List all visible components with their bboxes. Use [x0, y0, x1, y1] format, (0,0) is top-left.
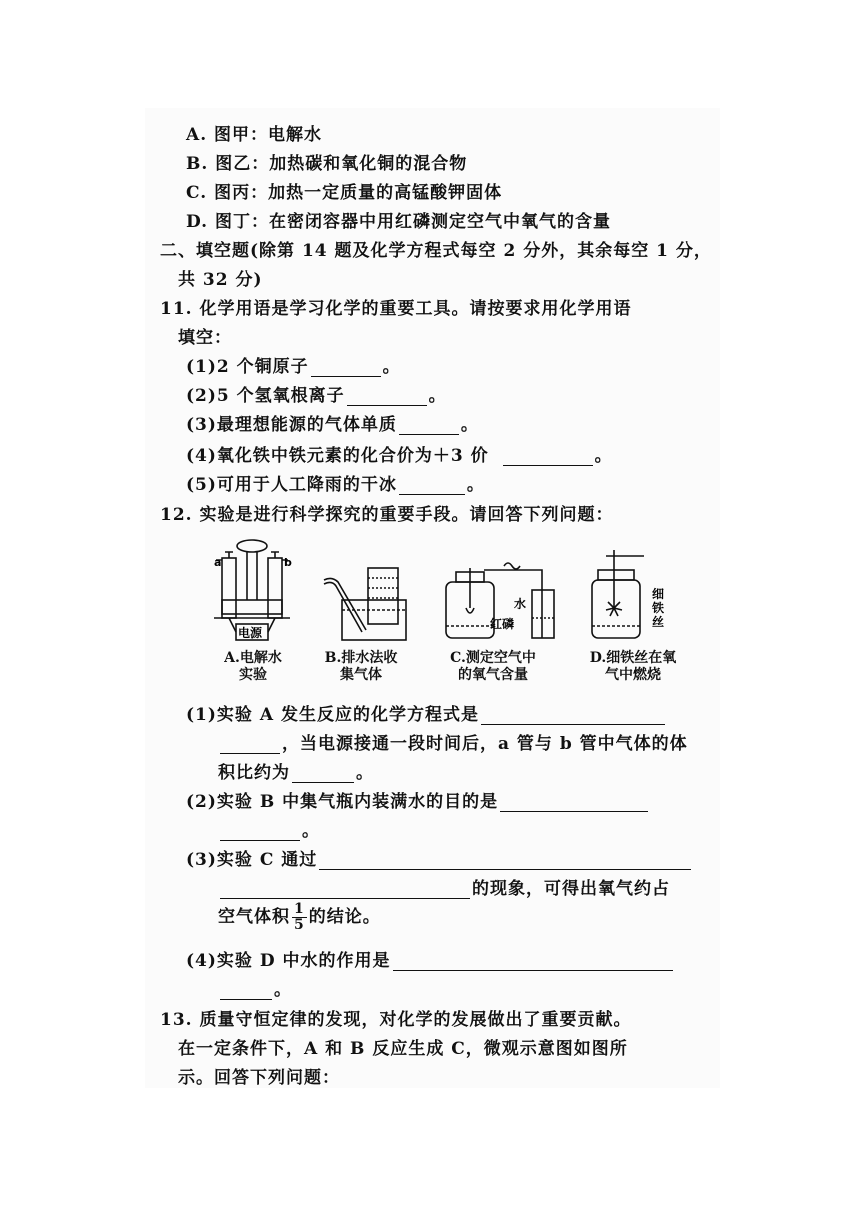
label-wire-2: 铁 [652, 601, 665, 615]
option-c: C. 图丙：加热一定质量的高锰酸钾固体 [186, 183, 503, 203]
answer-blank[interactable] [220, 880, 470, 899]
q12-part3-cont2: 空气体积 $\frac{1}{5}$ 的结论。 [218, 901, 381, 933]
q11-item-3: (3)最理想能源的气体单质 。 [186, 415, 479, 435]
q12-part4: (4)实验 D 中水的作用是 [186, 946, 675, 971]
option-b: B. 图乙：加热碳和氧化铜的混合物 [186, 154, 468, 174]
gas-collection-apparatus [324, 568, 406, 640]
q13-stem-cont: 在一定条件下，A 和 B 反应生成 C，微观示意图如图所 [178, 1039, 628, 1059]
q12-part1: (1)实验 A 发生反应的化学方程式是 [186, 700, 667, 725]
label-a: a [214, 556, 222, 569]
answer-blank[interactable] [481, 706, 665, 725]
q12-part2: (2)实验 B 中集气瓶内装满水的目的是 [186, 787, 650, 812]
answer-blank[interactable] [319, 851, 691, 870]
answer-blank[interactable] [220, 735, 280, 754]
answer-blank[interactable] [347, 387, 427, 406]
q11-item-2: (2)5 个氢氧根离子 。 [186, 386, 447, 406]
answer-blank[interactable] [220, 822, 300, 841]
q12-part3-cont: 的现象，可得出氧气约占 [218, 874, 670, 899]
label-wire-1: 细 [652, 587, 665, 601]
answer-blank[interactable] [503, 447, 593, 466]
q11-item-4: (4)氧化铁中铁元素的化合价为＋3 价 。 [186, 446, 613, 466]
q12-part1-cont: ，当电源接通一段时间后，a 管与 b 管中气体的体 [218, 729, 688, 754]
apparatus-figure [212, 538, 722, 688]
caption-c: C.测定空气中 的氧气含量 [450, 650, 536, 683]
section-heading: 二、填空题(除第 14 题及化学方程式每空 2 分外，其余每空 1 分， [160, 241, 712, 261]
q11-item-5: (5)可用于人工降雨的干冰 。 [186, 475, 485, 495]
label-wire-3: 丝 [652, 615, 665, 629]
fraction: $\frac{1}{5}$ [294, 901, 305, 933]
caption-d: D.细铁丝在氧 气中燃烧 [589, 650, 677, 683]
answer-blank[interactable] [292, 764, 354, 783]
label-water: 水 [514, 597, 527, 611]
iron-combustion-apparatus [592, 550, 644, 638]
q12-part3: (3)实验 C 通过 [186, 845, 693, 870]
answer-blank[interactable] [399, 476, 465, 495]
q11-item-1: (1)2 个铜原子 。 [186, 357, 401, 377]
answer-blank[interactable] [500, 793, 648, 812]
caption-a: A.电解水 实验 [224, 650, 282, 683]
answer-blank[interactable] [399, 416, 459, 435]
option-a: A. 图甲：电解水 [186, 125, 323, 145]
q12-part1-cont2: 积比约为 。 [218, 763, 374, 783]
answer-blank[interactable] [311, 358, 381, 377]
apparatus-drawing [212, 538, 722, 648]
q12-part4-cont: 。 [218, 975, 292, 1000]
label-b: b [284, 556, 292, 569]
caption-b: B.排水法收 集气体 [324, 650, 398, 683]
q11-stem: 11. 化学用语是学习化学的重要工具。请按要求用化学用语 [160, 299, 632, 319]
q13-stem: 13. 质量守恒定律的发现，对化学的发展做出了重要贡献。 [160, 1010, 632, 1030]
option-d: D. 图丁：在密闭容器中用红磷测定空气中氧气的含量 [186, 212, 611, 232]
label-phosphorus: 红磷 [490, 617, 515, 631]
section-heading-cont: 共 32 分) [178, 270, 263, 290]
answer-blank[interactable] [220, 981, 272, 1000]
electrolysis-apparatus [214, 540, 290, 640]
answer-blank[interactable] [393, 952, 673, 971]
q12-part2-cont: 。 [218, 816, 320, 841]
q13-stem-cont2: 示。回答下列问题： [178, 1068, 340, 1088]
q11-stem-cont: 填空： [178, 328, 232, 348]
label-power: 电源 [238, 626, 263, 640]
q12-stem: 12. 实验是进行科学探究的重要手段。请回答下列问题： [160, 505, 614, 525]
